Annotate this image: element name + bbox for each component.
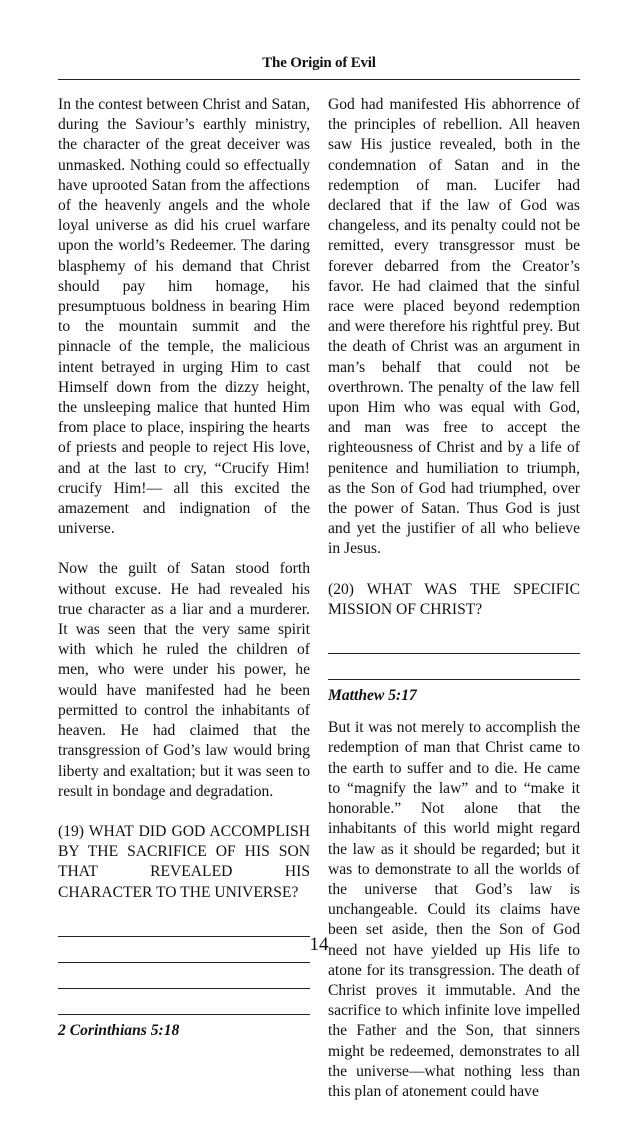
study-question: (19) WHAT DID GOD ACCOMPLISH BY THE SACRIFICE OF HIS SON THAT REVEALED HIS CHARACTER TO THE UNIVERSE? (58, 822, 310, 901)
running-header: The Origin of Evil (262, 55, 376, 71)
answer-line[interactable] (328, 654, 580, 680)
answer-line[interactable] (58, 989, 310, 1015)
paragraph: But it was not merely to accomplish the redemption of man that Christ came to the earth to suffer and to die. He came to “magnify the law” and to “make it honorable.” Not alone that the inhabitants of this world might regard the law as it should be regarded; but it was to demonstrate to all the worlds of the universe that God’s law is unchangeable. Could its claims have been set aside, then the Son of God need not have yielded up His life to atone for its transgression. The death of Christ proves it immutable. And the sacrifice to which infinite love impelled the Father and the Son, that sinners might be redeemed, demonstrates to all the universe—what nothing less than this plan of atonement could have (328, 719, 580, 1100)
answer-line[interactable] (328, 628, 580, 654)
answer-line[interactable] (58, 963, 310, 989)
scripture-reference: 2 Corinthians 5:18 (58, 1021, 180, 1039)
paragraph: God had manifested His abhorrence of the principles of rebellion. All heaven saw His justice revealed, both in the condemnation of Satan and in the redemption of man. Lucifer had declared that if the law of God was changeless, and its penalty could not be remitted, every transgressor must be forever debarred from the Creator’s favor. He had claimed that the sinful race were placed beyond redemption and were therefore his rightful prey. But the death of Christ was an argument in man’s behalf that could not be overthrown. The penalty of the law fell upon Him who was equal with God, and man was free to accept the righteousness of Christ and by a life of penitence and humiliation to triumph, as the Son of God had triumphed, over the power of Satan. Thus God is just and yet the justifier of all who believe in Jesus. (328, 96, 580, 558)
paragraph: Now the guilt of Satan stood forth without excuse. He had revealed his true character as a liar and a murderer. It was seen that the very same spirit with which he ruled the children of men, who were under his power, he would have manifested had he been permitted to control the inhabitants of heaven. He had claimed that the transgression of God’s law would bring liberty and exaltation; but it was seen to result in bondage and degradation. (58, 560, 310, 800)
right-column (328, 95, 580, 1122)
answer-line[interactable] (58, 911, 310, 937)
page-number: 14 (309, 934, 329, 955)
paragraph: In the contest between Christ and Satan, during the Saviour’s earthly ministry, the character of the great deceiver was unmasked. Nothing could so effectually have uprooted Satan from the affections of the heavenly angels and the whole loyal universe as did his cruel warfare upon the world’s Redeemer. The daring blasphemy of his demand that Christ should pay him homage, his presumptuous boldness in bearing Him to the mountain summit and the pinnacle of the temple, the malicious intent betrayed in urging Him to cast Himself down from the dizzy height, the unsleeping malice that hunted Him from place to place, inspiring the hearts of priests and people to reject His love, and at the last to cry, “Crucify Him! crucify Him!— all this excited the amazement and indignation of the universe. (58, 96, 310, 538)
study-question: (20) WHAT WAS THE SPECIFIC MISSION OF CHRIST? (328, 580, 580, 618)
header-rule (58, 79, 580, 80)
left-column (58, 95, 310, 1053)
scripture-reference: Matthew 5:17 (328, 687, 417, 705)
